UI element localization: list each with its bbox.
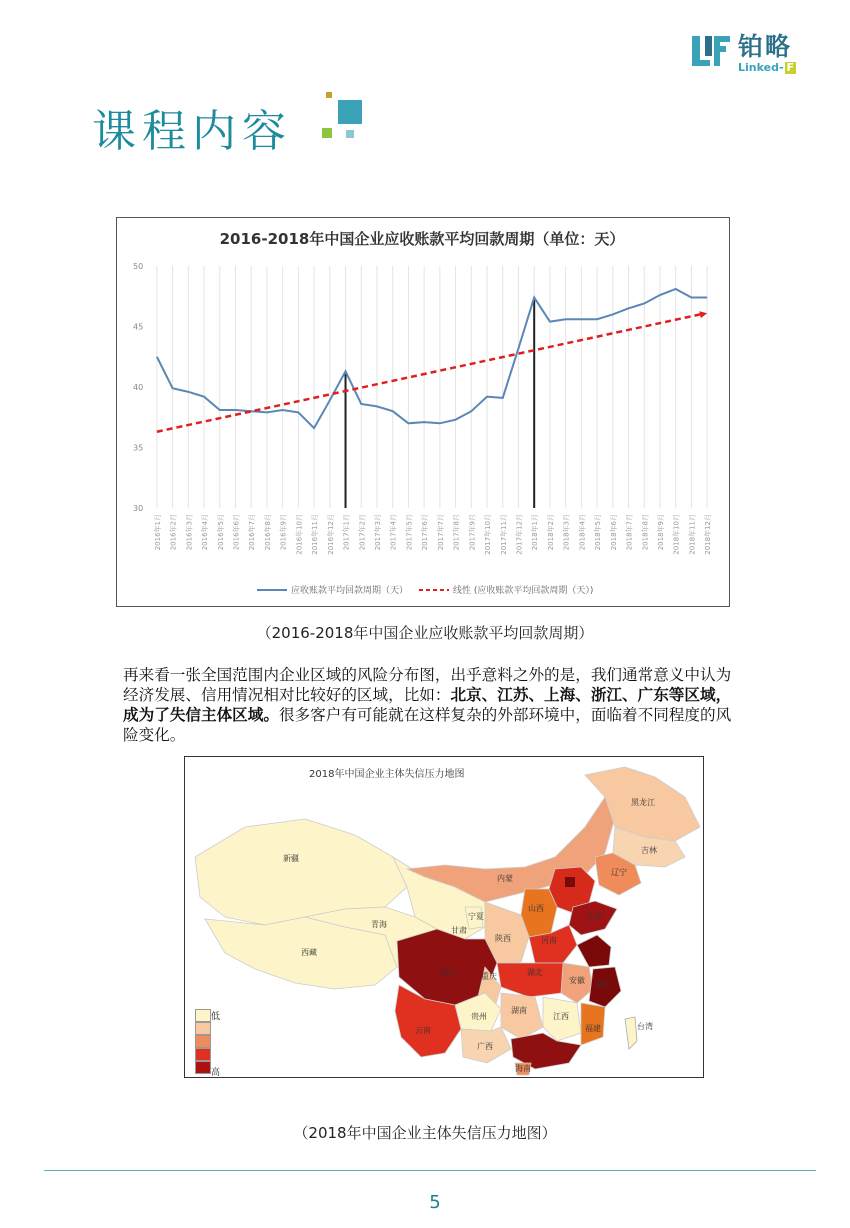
y-tick-label: 50 bbox=[133, 262, 144, 271]
legend-swatch bbox=[195, 1035, 211, 1048]
label-heilongjiang: 黑龙江 bbox=[631, 798, 655, 807]
payback-period-chart bbox=[116, 217, 730, 607]
x-tick-label: 2017年7月 bbox=[436, 514, 445, 551]
x-tick-label: 2016年2月 bbox=[169, 514, 178, 551]
x-tick-label: 2017年6月 bbox=[421, 514, 430, 551]
label-guizhou: 贵州 bbox=[471, 1012, 487, 1021]
label-qinghai: 青海 bbox=[371, 920, 387, 929]
map-legend bbox=[195, 1009, 221, 1078]
chart-caption: （2016-2018年中国企业应收账款平均回款周期） bbox=[256, 624, 594, 642]
x-tick-label: 2016年8月 bbox=[263, 514, 272, 551]
x-tick-label: 2017年1月 bbox=[342, 514, 351, 551]
y-tick-label: 45 bbox=[133, 322, 144, 332]
label-sichuan: 四川 bbox=[441, 968, 457, 977]
y-tick-label: 30 bbox=[133, 504, 144, 513]
x-tick-label: 2017年8月 bbox=[452, 514, 461, 551]
legend-trend-label: 线性 (应收账款平均回款周期（天）) bbox=[453, 586, 594, 596]
label-guangxi: 广西 bbox=[477, 1042, 493, 1051]
x-tick-label: 2018年6月 bbox=[609, 514, 618, 551]
x-tick-label: 2016年11月 bbox=[311, 514, 320, 555]
x-tick-label: 2018年2月 bbox=[546, 514, 555, 551]
credit-risk-map bbox=[184, 756, 704, 1078]
label-anhui: 安徽 bbox=[569, 976, 585, 985]
x-tick-label: 2016年10月 bbox=[295, 514, 304, 555]
label-xinjiang: 新疆 bbox=[283, 854, 299, 863]
x-tick-label: 2017年11月 bbox=[499, 514, 508, 555]
logo-en-text: Linked- F bbox=[738, 61, 795, 74]
label-neimeng: 内蒙 bbox=[497, 874, 513, 883]
footer-divider bbox=[44, 1170, 816, 1171]
x-tick-label: 2016年5月 bbox=[216, 514, 225, 551]
x-tick-label: 2018年10月 bbox=[672, 514, 681, 555]
x-tick-label: 2018年1月 bbox=[531, 514, 540, 551]
label-shanxi: 山西 bbox=[528, 904, 544, 913]
x-tick-label: 2016年7月 bbox=[248, 514, 257, 551]
x-tick-label: 2018年11月 bbox=[688, 514, 697, 555]
x-tick-label: 2017年4月 bbox=[389, 514, 398, 551]
logo-cn-text: 铂略 bbox=[738, 32, 793, 61]
y-tick-label: 35 bbox=[133, 443, 144, 453]
section-title: 课程内容 bbox=[92, 106, 292, 157]
decorative-squares-icon bbox=[316, 90, 366, 144]
label-fujian: 福建 bbox=[585, 1024, 601, 1033]
legend-high-label: 高 bbox=[211, 1068, 221, 1078]
label-zhejiang: 浙江 bbox=[595, 980, 611, 989]
x-tick-label: 2017年12月 bbox=[515, 514, 524, 555]
x-tick-label: 2018年4月 bbox=[578, 514, 587, 551]
y-tick-label: 40 bbox=[133, 383, 144, 392]
chart-legend bbox=[257, 584, 593, 596]
x-tick-label: 2016年3月 bbox=[185, 514, 194, 551]
series-line bbox=[157, 289, 707, 428]
x-tick-label: 2017年10月 bbox=[484, 514, 493, 555]
x-tick-label: 2018年12月 bbox=[704, 514, 713, 555]
label-shaanxi: 陕西 bbox=[495, 934, 511, 943]
map-caption: （2018年中国企业主体失信压力地图） bbox=[293, 1124, 557, 1142]
highlight-regions: 北京、江苏、上海、浙江、广东等区域，成为了失信主体区域。 bbox=[123, 686, 732, 724]
x-tick-label: 2018年7月 bbox=[625, 514, 634, 551]
china-map-shape bbox=[185, 757, 703, 1077]
page-number: 5 bbox=[429, 1192, 441, 1213]
x-tick-label: 2018年9月 bbox=[656, 514, 665, 551]
legend-swatch bbox=[195, 1009, 211, 1022]
chart-canvas bbox=[117, 218, 728, 605]
x-tick-label: 2016年4月 bbox=[201, 514, 210, 551]
label-hubei: 湖北 bbox=[527, 968, 543, 977]
x-tick-label: 2017年2月 bbox=[358, 514, 367, 551]
company-logo bbox=[692, 32, 812, 74]
label-yunnan: 云南 bbox=[415, 1026, 431, 1035]
x-tick-label: 2016年12月 bbox=[326, 514, 335, 555]
body-paragraph: 再来看一张全国范围内企业区域的风险分布图，出乎意料之外的是，我们通常意义中认为经济发展、信用情况相对比较好的区域，比如：北京、江苏、上海、浙江、广东等区域，成为了失信主体区域。很多客户有可能就在这样复杂的外部环境中，面临着不同程度的风险变化。 bbox=[123, 666, 732, 744]
label-shandong: 山东 bbox=[587, 912, 603, 921]
label-gansu: 甘肃 bbox=[451, 926, 467, 935]
legend-low-label: 低 bbox=[211, 1012, 221, 1022]
trend-line bbox=[157, 314, 701, 432]
label-henan: 河南 bbox=[541, 936, 557, 945]
label-liaoning: 辽宁 bbox=[611, 868, 627, 877]
x-tick-label: 2017年9月 bbox=[468, 514, 477, 551]
x-tick-label: 2016年1月 bbox=[153, 514, 162, 551]
label-xizang: 西藏 bbox=[301, 948, 317, 957]
map-title: 2018年中国企业主体失信压力地图 bbox=[309, 769, 465, 780]
label-taiwan: 台湾 bbox=[637, 1022, 653, 1031]
label-hunan: 湖南 bbox=[511, 1006, 527, 1015]
label-jiangxi: 江西 bbox=[553, 1012, 569, 1021]
label-chongqing: 重庆 bbox=[481, 972, 497, 981]
x-tick-label: 2018年5月 bbox=[594, 514, 603, 551]
logo-mark-icon bbox=[692, 32, 732, 72]
legend-swatch bbox=[195, 1022, 211, 1035]
x-tick-label: 2017年3月 bbox=[373, 514, 382, 551]
legend-swatch bbox=[195, 1061, 211, 1074]
x-tick-label: 2016年6月 bbox=[232, 514, 241, 551]
x-tick-label: 2018年3月 bbox=[562, 514, 571, 551]
legend-swatch bbox=[195, 1048, 211, 1061]
x-tick-label: 2017年5月 bbox=[405, 514, 414, 551]
trend-arrow-icon bbox=[699, 311, 707, 318]
label-ningxia: 宁夏 bbox=[468, 912, 484, 921]
label-jilin: 吉林 bbox=[641, 846, 657, 855]
x-tick-label: 2018年8月 bbox=[641, 514, 650, 551]
legend-series-label: 应收账款平均回款周期（天） bbox=[291, 586, 409, 596]
x-tick-label: 2016年9月 bbox=[279, 514, 288, 551]
label-hainan: 海南 bbox=[515, 1064, 531, 1073]
chart-title: 2016-2018年中国企业应收账款平均回款周期（单位：天） bbox=[219, 230, 625, 248]
